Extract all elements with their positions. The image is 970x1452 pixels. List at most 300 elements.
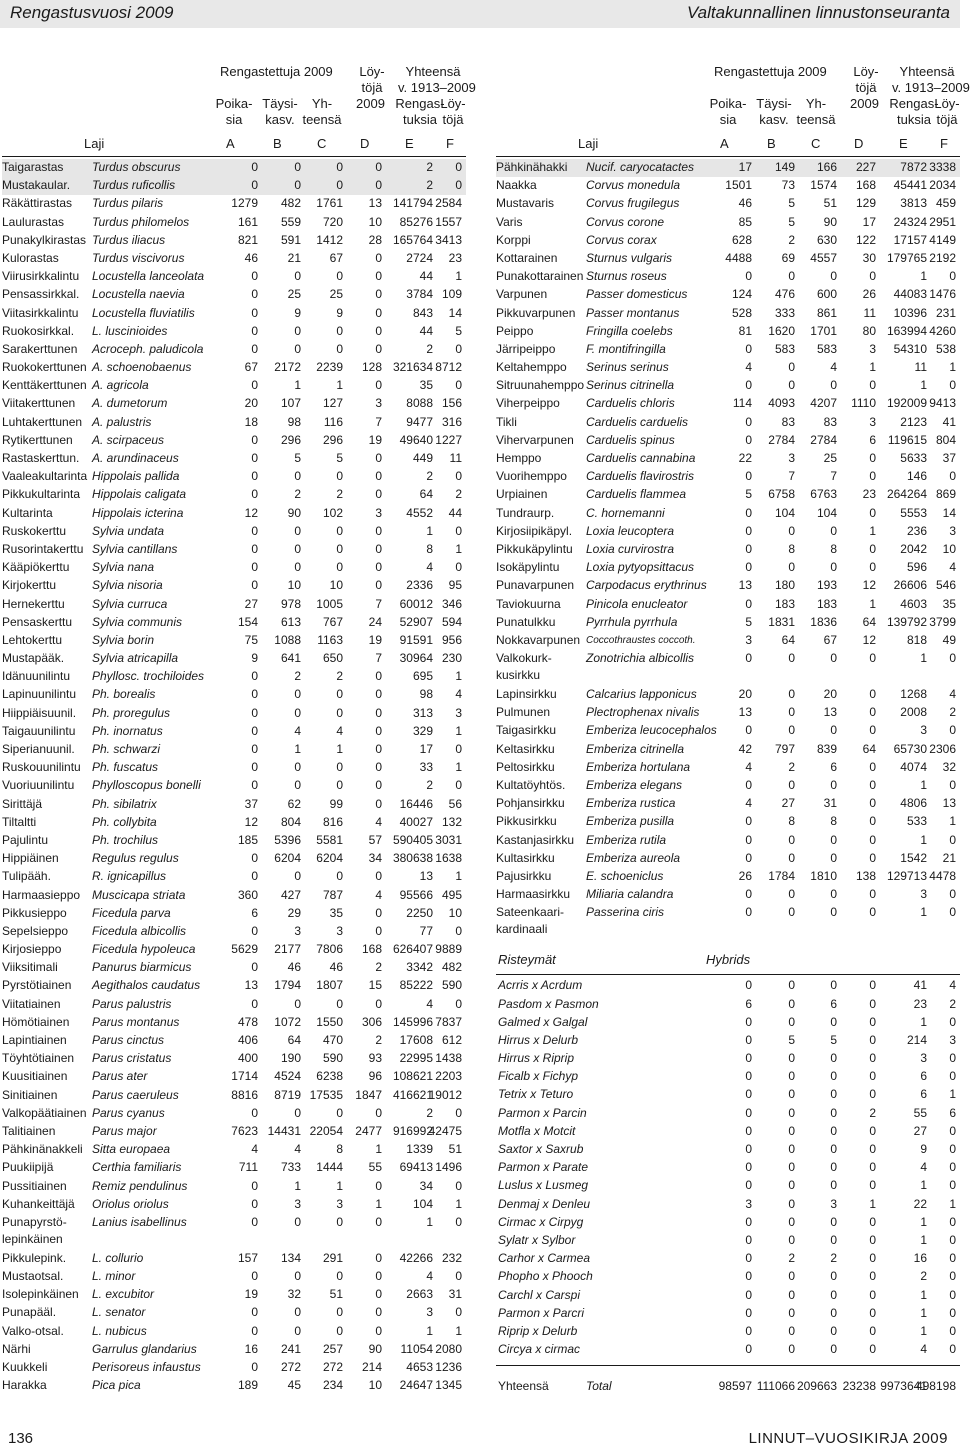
species-finnish: Viitatiainen: [2, 996, 61, 1011]
total-label-latin: Total: [586, 1379, 612, 1394]
species-latin: E. schoeniclus: [586, 868, 664, 883]
table-row: [496, 305, 960, 323]
species-latin: Passerina ciris: [586, 905, 665, 920]
cell-value: 6: [830, 996, 837, 1011]
species-latin: Calcarius lapponicus: [586, 687, 697, 702]
species-finnish: Kirjokerttu: [2, 578, 57, 593]
cell-value: 0: [949, 832, 956, 847]
table-row: [496, 250, 960, 268]
cell-value: 6758: [768, 487, 795, 502]
species-finnish: Peltosirkku: [496, 759, 555, 774]
header-recoveries-total: Löy- töjä: [934, 96, 960, 127]
cell-value: 1761: [316, 196, 343, 211]
cell-value: 1: [336, 1178, 343, 1193]
cell-value: 0: [455, 469, 462, 484]
cell-value: 478: [237, 1014, 258, 1029]
cell-value: 0: [375, 269, 382, 284]
cell-value: 0: [869, 1323, 876, 1338]
species-finnish: Valko-otsal.: [2, 1323, 64, 1338]
cell-value: 8712: [435, 360, 462, 375]
hybrid-rows: [496, 975, 960, 1359]
species-finnish: Kirjosieppo: [2, 942, 62, 957]
cell-value: 3031: [435, 832, 462, 847]
cell-value: 0: [745, 905, 752, 920]
table-row: [496, 832, 960, 850]
cell-value: 5: [745, 614, 752, 629]
hybrid-name: Cirmac x Cirpyg: [498, 1214, 584, 1229]
cell-value: 720: [322, 214, 343, 229]
cell-value: 821: [237, 232, 258, 247]
cell-value: 35: [942, 596, 956, 611]
species-finnish: Pussitiainen: [2, 1178, 67, 1193]
hybrid-name: Tetrix x Teturo: [498, 1087, 574, 1102]
cell-value: 2784: [768, 432, 795, 447]
cell-value: 13: [942, 796, 956, 811]
cell-value: 956: [441, 632, 462, 647]
species-latin: Carduelis chloris: [586, 396, 675, 411]
species-finnish: Punapyrstö-lepinkäinen: [2, 1214, 67, 1246]
cell-value: 0: [788, 1142, 795, 1156]
species-finnish: Luhtakerttunen: [2, 414, 83, 429]
cell-value: 0: [830, 905, 837, 920]
table-row: [496, 377, 960, 395]
cell-value: 1: [426, 1323, 433, 1338]
cell-value: 7: [830, 469, 837, 484]
cell-value: 6: [869, 432, 876, 447]
species-finnish: Pajulintu: [2, 832, 49, 847]
cell-value: 0: [869, 996, 876, 1011]
species-finnish: Järripeippo: [496, 341, 556, 356]
cell-value: 0: [294, 1323, 301, 1338]
cell-value: 1557: [435, 214, 462, 229]
cell-value: 1: [455, 1323, 462, 1338]
table-row: [2, 468, 466, 486]
species-finnish: Kirjosiipikäpyl.: [496, 523, 573, 538]
cell-value: 0: [251, 869, 258, 884]
cell-value: 17: [862, 214, 876, 229]
cell-value: 0: [830, 1087, 837, 1102]
cell-value: 0: [294, 778, 301, 793]
cell-value: 8088: [406, 396, 433, 411]
species-finnish: Kulorastas: [2, 250, 59, 265]
cell-value: 1444: [316, 1160, 343, 1175]
cell-value: 0: [745, 1251, 752, 1266]
species-latin: Parus caeruleus: [92, 1087, 179, 1102]
species-finnish: Lapinuunilintu: [2, 687, 77, 702]
table-row: [496, 1341, 960, 1359]
cell-value: 8: [788, 814, 795, 829]
cell-value: 1847: [355, 1087, 382, 1102]
cell-value: 1: [455, 760, 462, 775]
cell-value: 4: [455, 687, 462, 702]
table-row: [2, 887, 466, 905]
species-finnish: Mustakaular.: [2, 178, 71, 193]
cell-value: 3338: [929, 160, 956, 174]
species-latin: Ph. schwarzi: [92, 742, 161, 756]
cell-value: 0: [869, 541, 876, 556]
species-latin: Coccothraustes coccoth.: [586, 634, 696, 646]
cell-value: 4: [830, 360, 837, 375]
table-row: [496, 1123, 960, 1141]
cell-value: 0: [869, 651, 876, 666]
species-latin: Sylvia curruca: [92, 596, 168, 611]
cell-value: 128: [361, 360, 382, 375]
species-latin: Ficedula hypoleuca: [92, 942, 196, 957]
cell-value: 0: [251, 923, 258, 938]
species-finnish: Mustapääk.: [2, 651, 65, 666]
cell-value: 0: [869, 378, 876, 393]
species-finnish: Taviokuurna: [496, 596, 561, 611]
species-latin: Muscicapa striata: [92, 887, 186, 902]
species-finnish: Vuoriuunilintu: [2, 778, 75, 793]
cell-value: 25: [823, 451, 837, 465]
cell-value: 57: [368, 832, 382, 847]
cell-value: 0: [336, 687, 343, 702]
cell-value: 0: [251, 1360, 258, 1374]
table-row: [2, 250, 466, 268]
cell-value: 0: [869, 832, 876, 847]
table-row: [2, 923, 466, 941]
cell-value: 0: [375, 541, 382, 556]
cell-value: 26: [738, 868, 752, 883]
species-finnish: Punakylkirastas: [2, 232, 87, 247]
cell-value: 179765: [886, 250, 927, 265]
cell-value: 0: [830, 1232, 837, 1247]
cell-value: 346: [441, 596, 462, 611]
species-finnish: Kastanjasirkku: [496, 832, 575, 847]
cell-value: 3: [294, 923, 301, 938]
cell-value: 0: [251, 1305, 258, 1320]
cell-value: 0: [251, 487, 258, 502]
header-col-letter: C: [811, 136, 821, 151]
cell-value: 4: [426, 1269, 433, 1284]
cell-value: 0: [336, 1305, 343, 1320]
cell-value: 0: [336, 341, 343, 356]
cell-value: 214: [906, 1032, 927, 1047]
cell-value: 1163: [317, 632, 343, 647]
cell-value: 64: [287, 1033, 301, 1047]
cell-value: 1: [949, 1087, 956, 1102]
cell-value: 12: [244, 814, 258, 829]
species-latin: Lanius isabellinus: [92, 1214, 187, 1229]
species-latin: L. senator: [92, 1305, 146, 1320]
cell-value: 33: [419, 760, 433, 775]
cell-value: 10396: [893, 305, 927, 320]
species-latin: Loxia curvirostra: [586, 541, 675, 556]
species-latin: Phylloscopus bonelli: [92, 778, 201, 793]
cell-value: 3: [920, 723, 927, 738]
cell-value: 122: [855, 232, 876, 247]
cell-value: 2239: [316, 360, 343, 375]
cell-value: 0: [455, 1178, 462, 1193]
table-row: [496, 1250, 960, 1268]
species-finnish: Sepelsieppo: [2, 923, 69, 938]
cell-value: 3: [949, 523, 956, 538]
cell-value: 6238: [316, 1069, 343, 1084]
cell-value: 0: [869, 1232, 876, 1247]
cell-value: 0: [251, 578, 258, 593]
species-latin: Serinus citrinella: [586, 378, 675, 393]
cell-value: 1: [920, 905, 927, 920]
cell-value: 0: [251, 778, 258, 793]
cell-value: 583: [816, 341, 837, 356]
cell-value: 590: [322, 1051, 343, 1066]
cell-value: 241: [280, 1341, 301, 1356]
table-row: [496, 395, 960, 413]
species-finnish: Pulmunen: [496, 705, 551, 720]
cell-value: 0: [251, 160, 258, 174]
table-header: [496, 64, 970, 156]
cell-value: 0: [336, 1323, 343, 1338]
cell-value: 2: [455, 487, 462, 502]
cell-value: 0: [869, 505, 876, 520]
cell-value: 193: [816, 578, 837, 593]
cell-value: 32: [287, 1287, 301, 1302]
cell-value: 1: [426, 523, 433, 538]
cell-value: 0: [830, 1069, 837, 1084]
cell-value: 861: [816, 305, 837, 320]
cell-value: 8: [788, 541, 795, 556]
species-latin: Zonotrichia albicollis: [586, 651, 695, 666]
cell-value: 18: [244, 414, 258, 429]
cell-value: 333: [774, 305, 795, 320]
cell-value: 0: [949, 1269, 956, 1284]
cell-value: 0: [336, 160, 343, 174]
cell-value: 0: [745, 1123, 752, 1138]
species-finnish: Peippo: [496, 323, 534, 338]
cell-value: 0: [375, 287, 382, 302]
table-row: [2, 632, 466, 650]
cell-value: 0: [869, 905, 876, 920]
cell-value: 90: [368, 1341, 382, 1356]
hybrid-name: Denmaj x Denleu: [498, 1196, 591, 1211]
table-row: [496, 1323, 960, 1341]
cell-value: 1: [949, 1196, 956, 1211]
cell-value: 0: [788, 1323, 795, 1338]
cell-value: 0: [788, 651, 795, 666]
cell-value: 51: [329, 1287, 343, 1302]
cell-value: 0: [251, 1196, 258, 1211]
table-row: [496, 886, 960, 904]
cell-value: 0: [336, 523, 343, 538]
cell-value: 0: [745, 850, 752, 865]
cell-value: 0: [745, 414, 752, 429]
cell-value: 0: [949, 651, 956, 666]
hybrid-name: Acrris x Acrdum: [498, 978, 583, 993]
species-latin: A. scirpaceus: [92, 432, 165, 447]
cell-value: 46: [329, 960, 343, 975]
species-finnish: Räkättirastas: [2, 196, 73, 211]
species-latin: Parus ater: [92, 1069, 148, 1084]
cell-value: 2034: [929, 178, 956, 193]
cell-value: 8: [426, 541, 433, 556]
species-latin: Emberiza rustica: [586, 796, 676, 811]
species-finnish: Pyrstötiainen: [2, 978, 72, 993]
cell-value: 5: [788, 1032, 795, 1047]
species-latin: Oriolus oriolus: [92, 1196, 169, 1211]
table-row: [2, 177, 466, 195]
species-finnish: Hernekerttu: [2, 596, 65, 611]
cell-value: 0: [745, 978, 752, 993]
species-finnish: Viitakerttunen: [2, 396, 76, 411]
cell-value: 22: [913, 1196, 927, 1211]
cell-value: 0: [830, 1051, 837, 1066]
species-finnish: Ruokosirkkal.: [2, 323, 75, 338]
cell-value: 0: [745, 1232, 752, 1247]
cell-value: 0: [788, 887, 795, 902]
cell-value: 0: [455, 778, 462, 793]
species-latin: Turdus obscurus: [92, 160, 181, 174]
cell-value: 470: [322, 1033, 343, 1047]
cell-value: 21: [942, 850, 956, 865]
cell-value: 0: [949, 778, 956, 792]
species-latin: Emberiza citrinella: [586, 741, 685, 756]
cell-value: 594: [441, 614, 462, 629]
species-latin: Parus cristatus: [92, 1051, 172, 1066]
cell-value: 4: [375, 887, 382, 902]
cell-value: 1: [455, 723, 462, 738]
species-latin: R. ignicapillus: [92, 869, 167, 884]
cell-value: 257: [322, 1341, 343, 1356]
table-row: [496, 686, 960, 704]
cell-value: 0: [375, 923, 382, 938]
cell-value: 6: [920, 1069, 927, 1084]
cell-value: 6763: [810, 487, 837, 502]
cell-value: 0: [788, 1014, 795, 1029]
species-latin: Regulus regulus: [92, 851, 179, 866]
species-finnish: Siperianuunil.: [2, 742, 75, 756]
cell-value: 104: [412, 1196, 433, 1211]
cell-value: 64: [862, 741, 876, 756]
cell-value: 1: [375, 1142, 382, 1157]
cell-value: 0: [251, 323, 258, 338]
cell-value: 1: [455, 1196, 462, 1211]
species-finnish: Vaaleakultarinta: [2, 469, 88, 484]
header-species: Laji: [578, 136, 599, 151]
cell-value: 2: [336, 669, 343, 684]
cell-value: 0: [788, 1069, 795, 1084]
cell-value: 0: [375, 760, 382, 775]
cell-value: 49: [942, 632, 956, 647]
cell-value: 804: [280, 814, 301, 829]
cell-value: 4: [745, 360, 752, 375]
cell-value: 2008: [900, 705, 927, 720]
cell-value: 11: [863, 305, 876, 320]
cell-value: 20: [244, 396, 258, 411]
cell-value: 23: [448, 250, 462, 265]
cell-value: 0: [949, 269, 956, 284]
table-row: [2, 832, 466, 850]
cell-value: 0: [869, 723, 876, 738]
cell-value: 0: [869, 560, 876, 575]
table-row: [2, 1250, 466, 1268]
cell-value: 0: [294, 269, 301, 284]
total-value: 23238: [842, 1379, 876, 1394]
species-latin: Loxia leucoptera: [586, 523, 675, 538]
cell-value: 40027: [399, 814, 433, 829]
cell-value: 16: [913, 1251, 927, 1266]
cell-value: 843: [412, 305, 433, 320]
cell-value: 3784: [406, 287, 433, 302]
cell-value: 149: [774, 160, 795, 174]
table-row: [2, 614, 466, 632]
species-latin: Sylvia undata: [92, 523, 165, 538]
species-latin: A. arundinaceus: [92, 451, 179, 465]
cell-value: 0: [869, 1051, 876, 1066]
species-latin: Corvus monedula: [586, 178, 681, 193]
cell-value: 10: [942, 541, 956, 556]
species-latin: Loxia pytyopsittacus: [586, 560, 695, 575]
cell-value: 107: [280, 396, 301, 411]
cell-value: 119615: [887, 432, 927, 447]
cell-value: 85276: [399, 214, 433, 229]
table-row: [496, 813, 960, 831]
cell-value: 591: [280, 232, 301, 247]
cell-value: 559: [280, 214, 301, 229]
table-row: [496, 1014, 960, 1032]
cell-value: 1794: [274, 978, 301, 993]
cell-value: 0: [949, 1342, 956, 1357]
cell-value: 0: [869, 1342, 876, 1357]
species-latin: Turdus viscivorus: [92, 250, 185, 265]
table-row: [2, 577, 466, 595]
cell-value: 0: [745, 651, 752, 666]
species-latin: A. dumetorum: [92, 396, 168, 411]
species-finnish: Punavarpunen: [496, 578, 575, 593]
cell-value: 11054: [400, 1341, 433, 1356]
cell-value: 98: [419, 687, 433, 702]
cell-value: 9413: [929, 396, 956, 411]
cell-value: 10: [368, 214, 382, 229]
species-latin: F. montifringilla: [586, 341, 666, 356]
table-row: [2, 868, 466, 886]
cell-value: 44083: [893, 287, 927, 302]
hybrids-subtitle: Hybrids: [706, 952, 751, 968]
cell-value: 0: [949, 887, 956, 902]
cell-value: 41: [942, 414, 956, 429]
cell-value: 19: [368, 432, 382, 447]
cell-value: 19012: [428, 1087, 462, 1102]
cell-value: 1345: [435, 1378, 462, 1393]
species-latin: Corvus corax: [586, 232, 657, 247]
cell-value: 25: [329, 287, 343, 302]
species-latin: L. minor: [92, 1269, 136, 1284]
cell-value: 0: [745, 1305, 752, 1320]
species-finnish: Isokäpylintu: [496, 560, 560, 575]
cell-value: 1: [920, 269, 927, 284]
cell-value: 459: [935, 196, 956, 211]
cell-value: 24324: [893, 214, 927, 229]
cell-value: 590: [441, 978, 462, 993]
hybrid-name: Riprip x Delurb: [498, 1323, 578, 1338]
cell-value: 1701: [810, 323, 837, 338]
cell-value: 0: [830, 1305, 837, 1320]
cell-value: 0: [745, 269, 752, 284]
cell-value: 0: [830, 560, 837, 575]
cell-value: 0: [375, 1105, 382, 1120]
cell-value: 1714: [231, 1069, 258, 1084]
cell-value: 1: [455, 541, 462, 556]
cell-value: 46: [287, 960, 301, 975]
cell-value: 600: [816, 287, 837, 302]
cell-value: 109: [441, 287, 462, 302]
cell-value: 0: [336, 178, 343, 193]
cell-value: 55: [368, 1160, 382, 1175]
cell-value: 0: [830, 1142, 837, 1156]
cell-value: 0: [251, 1323, 258, 1338]
cell-value: 156: [441, 396, 462, 411]
header-recoveries-total: Löy- töjä: [440, 96, 466, 127]
